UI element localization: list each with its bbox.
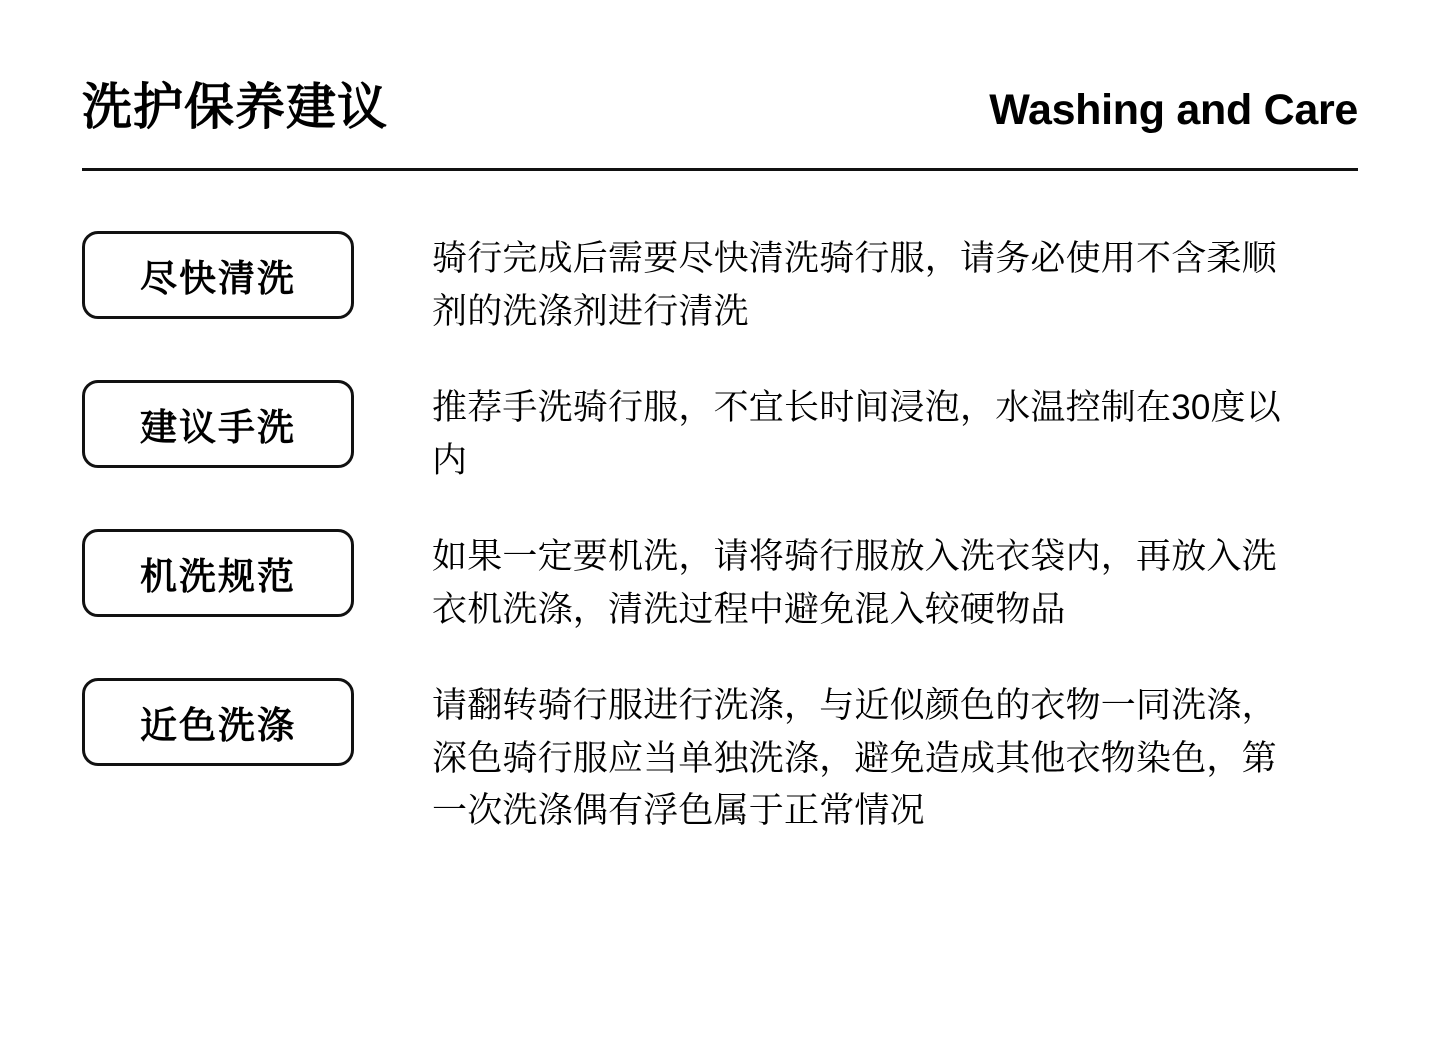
care-tag-3: 机洗规范 [82, 529, 354, 617]
tag-column [82, 672, 432, 766]
list-item [82, 374, 1358, 487]
header-divider [82, 168, 1358, 171]
tag-column [82, 523, 432, 617]
care-description-1: 骑行完成后需要尽快清洗骑行服，请务必使用不含柔顺剂的洗涤剂进行清洗 [432, 239, 1277, 331]
page-title-cn: 洗护保养建议 [82, 79, 388, 135]
list-item [82, 225, 1358, 338]
care-description-3: 如果一定要机洗，请将骑行服放入洗衣袋内，再放入洗衣机洗涤，清洗过程中避免混入较硬物品 [432, 537, 1277, 629]
care-tag-1: 尽快清洗 [82, 231, 354, 319]
list-item [82, 523, 1358, 636]
care-description-4: 请翻转骑行服进行洗涤，与近似颜色的衣物一同洗涤，深色骑行服应当单独洗涤，避免造成其他衣物染色，第一次洗涤偶有浮色属于正常情况 [432, 686, 1277, 830]
tag-column [82, 225, 432, 319]
care-tag-4: 近色洗涤 [82, 678, 354, 766]
care-description-2: 推荐手洗骑行服，不宜长时间浸泡，水温控制在30度以内 [432, 388, 1281, 480]
tag-column [82, 374, 432, 468]
care-instruction-list [82, 225, 1358, 838]
page-title-en: Washing and Care [989, 86, 1358, 134]
care-tag-2: 建议手洗 [82, 380, 354, 468]
list-item [82, 672, 1358, 838]
page-header [82, 0, 1358, 135]
